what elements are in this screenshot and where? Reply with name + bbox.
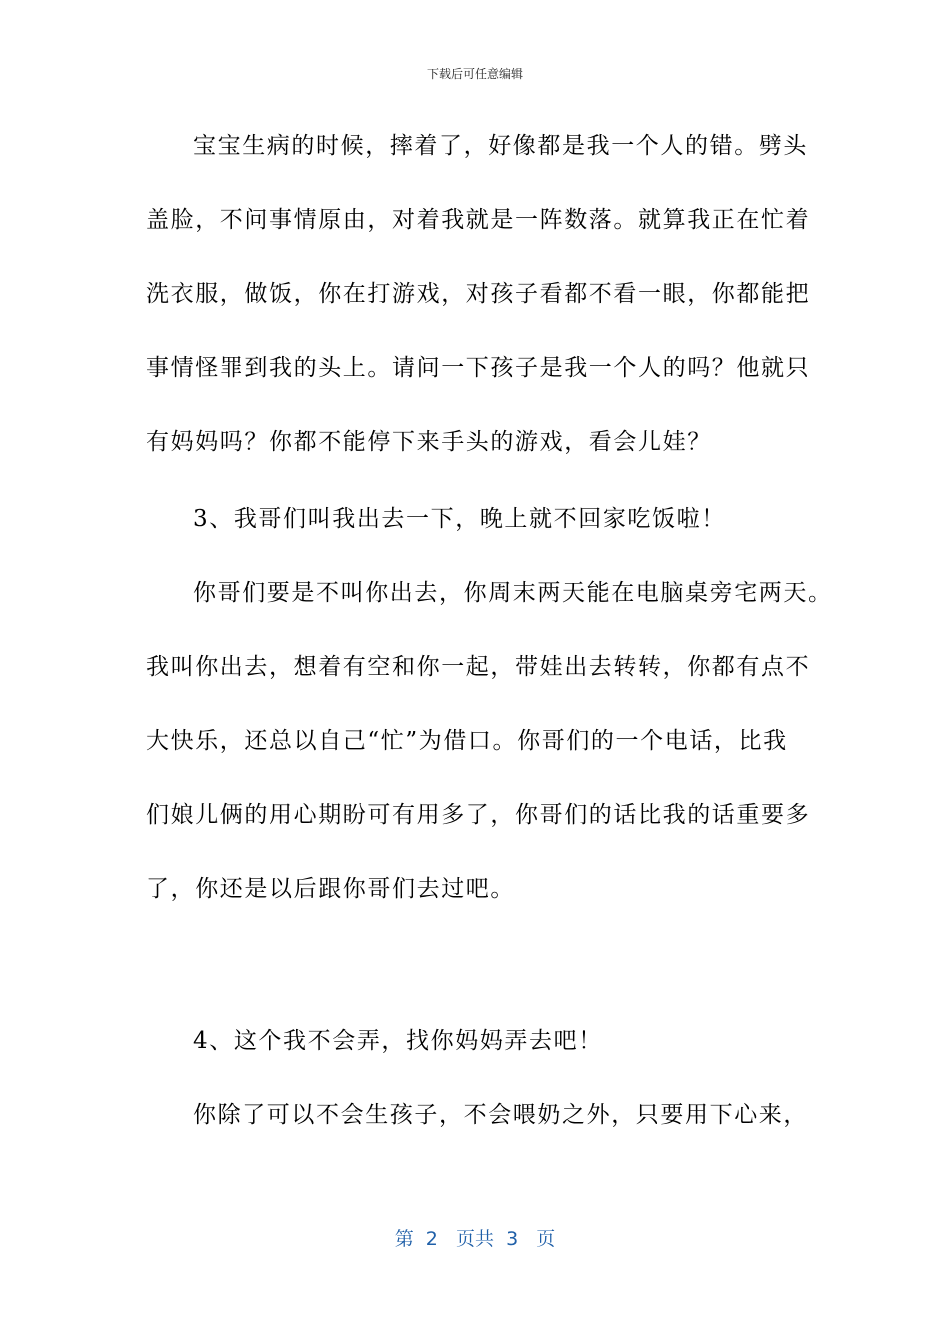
body-line: 大快乐，还总以自己“忙”为借口。你哥们的一个电话，比我 [146,728,788,754]
body-line: 洗衣服，做饭，你在打游戏，对孩子看都不看一眼，你都能把 [146,281,811,307]
section-heading: 4、这个我不会弄，找你妈妈弄去吧！ [193,1028,603,1054]
body-line: 了，你还是以后跟你哥们去过吧。 [146,876,515,902]
page-number-footer: 第 2 页共 3 页 [394,1228,556,1250]
body-line: 我叫你出去，想着有空和你一起，带娃出去转转，你都有点不 [146,654,811,680]
body-line: 宝宝生病的时候，摔着了，好像都是我一个人的错。劈头 [193,133,808,159]
body-line: 有妈妈吗？你都不能停下来手头的游戏，看会儿娃？ [146,429,712,455]
body-line: 你除了可以不会生孩子，不会喂奶之外，只要用下心来， [193,1102,808,1128]
body-line: 你哥们要是不叫你出去，你周末两天能在电脑桌旁宅两天。 [193,580,833,606]
body-line: 事情怪罪到我的头上。请问一下孩子是我一个人的吗？他就只 [146,355,811,381]
body-line: 盖脸，不问事情原由，对着我就是一阵数落。就算我正在忙着 [146,207,811,233]
section-heading: 3、我哥们叫我出去一下，晚上就不回家吃饭啦！ [193,506,726,532]
body-line: 们娘儿俩的用心期盼可有用多了，你哥们的话比我的话重要多 [146,802,811,828]
page-header: 下载后可任意编辑 [426,67,523,81]
